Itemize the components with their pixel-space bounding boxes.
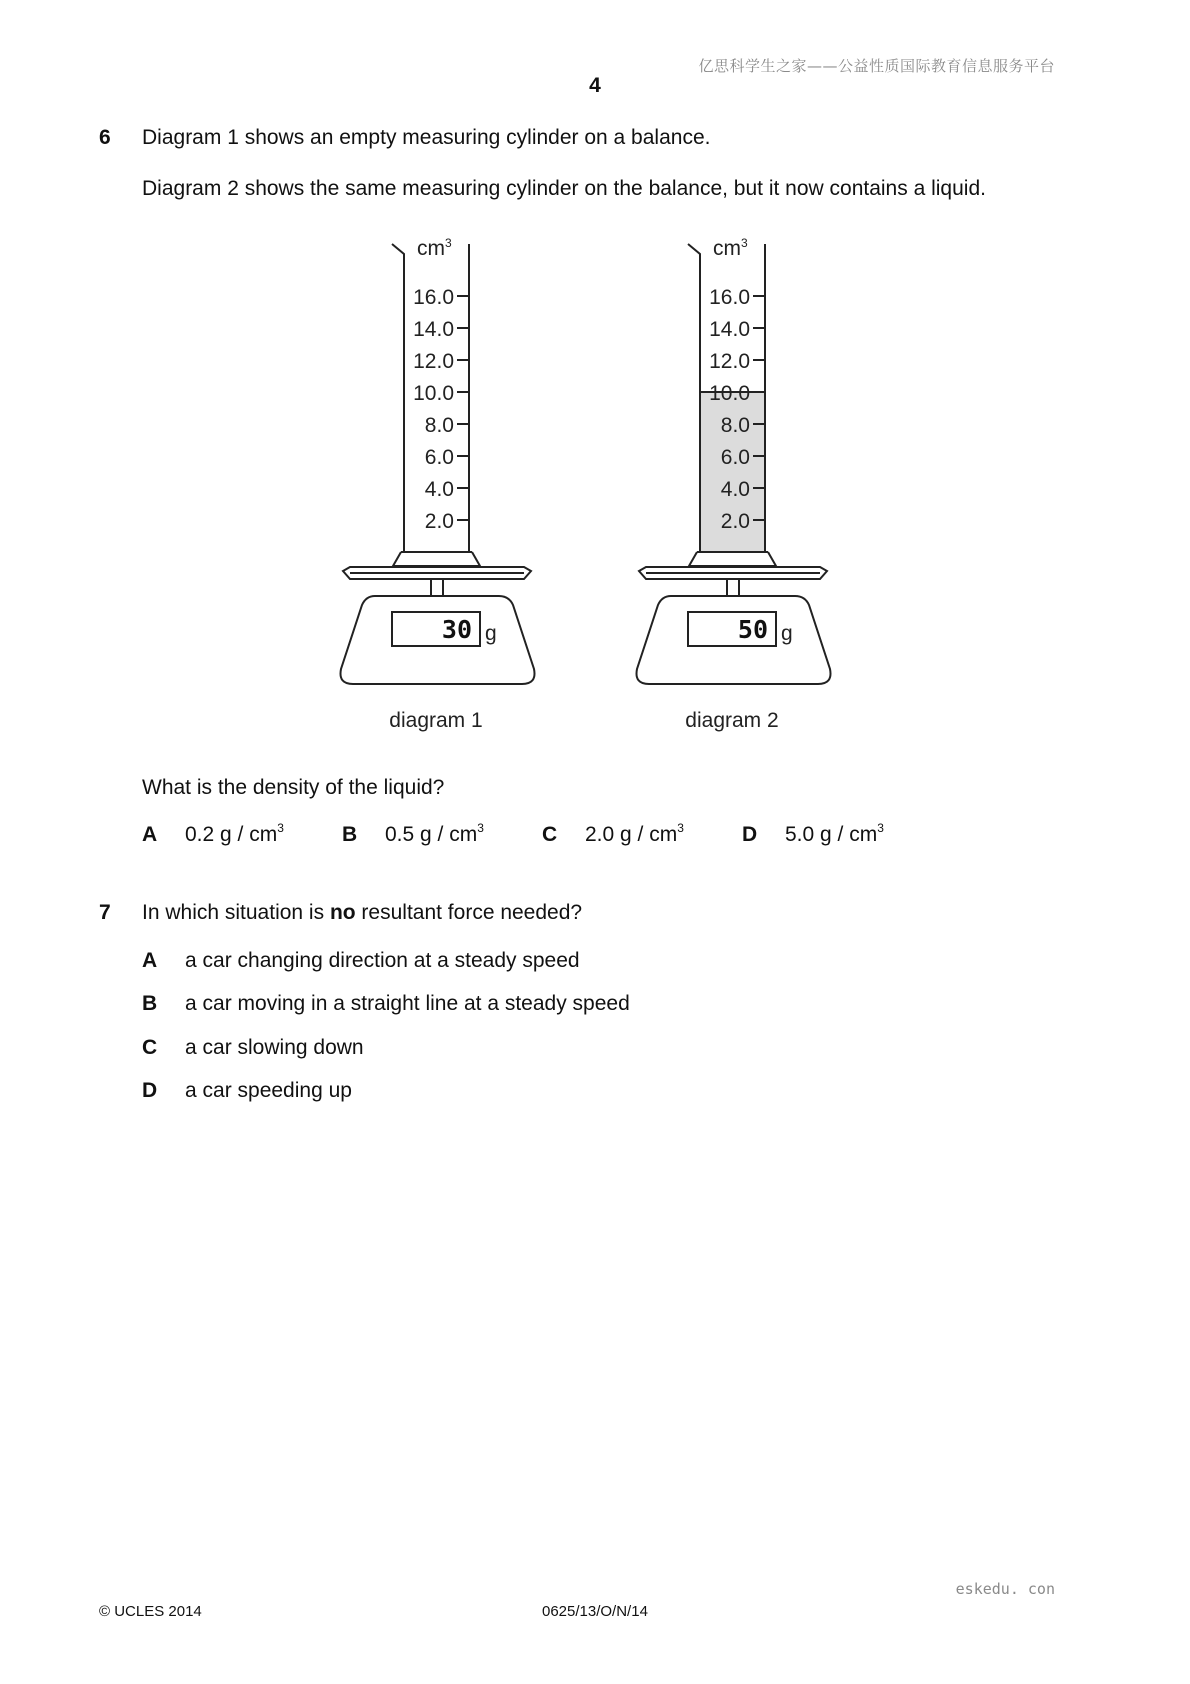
scale-tick-label: 8.0 [424, 414, 454, 437]
page-number: 4 [589, 74, 601, 97]
scale-tick-label: 6.0 [424, 446, 454, 469]
watermark-text: 亿思科学生之家——公益性质国际教育信息服务平台 [698, 57, 1055, 75]
question-7-number: 7 [99, 901, 111, 924]
q6-option-a-text: 0.2 g / $cm^3$ [185, 821, 284, 846]
question-6-number: 6 [99, 126, 111, 149]
scale-tick-label: 10.0 [709, 382, 750, 405]
scale-tick-label: 16.0 [413, 286, 454, 309]
footer-paper-code: 0625/13/O/N/14 [542, 1603, 648, 1620]
scale-tick-label: 2.0 [424, 510, 454, 533]
diagrams-svg [330, 230, 870, 750]
diagram-2 [637, 236, 831, 732]
diagram-1 [341, 236, 535, 732]
q6-option-b-text: 0.5 g / $cm^3$ [385, 821, 484, 846]
q7-option-a-text: a car changing direction at a steady speed [185, 949, 580, 972]
scale-tick-label: 12.0 [413, 350, 454, 373]
question-7-text: In which situation is no resultant force needed? [142, 901, 583, 924]
q6-option-a-letter: A [142, 823, 158, 846]
q7-option-c-letter: C [142, 1036, 158, 1059]
q7-option-b-text: a car moving in a straight line at a steady speed [185, 992, 630, 1015]
scale-tick-label: 16.0 [709, 286, 750, 309]
q7-option-b-letter: B [142, 992, 158, 1015]
unit-label-1: $cm^3$ [417, 236, 452, 260]
q7-option-d-letter: D [142, 1079, 158, 1102]
scale-tick-label: 4.0 [424, 478, 454, 501]
caption-1: diagram 1 [389, 709, 483, 732]
q6-option-d-text: 5.0 g / $cm^3$ [785, 821, 884, 846]
question-6-line-1: Diagram 1 shows an empty measuring cylinder on a balance. [142, 126, 711, 149]
balance-2 [637, 567, 831, 684]
q7-option-c-text: a car slowing down [185, 1036, 364, 1059]
q7-option-a-letter: A [142, 949, 158, 972]
scale-tick-label: 12.0 [709, 350, 750, 373]
balance-diagrams [330, 230, 870, 750]
unit-label-2: $cm^3$ [713, 236, 748, 260]
footer-site-watermark: eskedu. con [955, 1580, 1055, 1598]
balance-1 [341, 567, 535, 684]
footer-copyright: © UCLES 2014 [99, 1603, 202, 1620]
scale-tick-label: 6.0 [720, 446, 750, 469]
q6-option-c-text: 2.0 g / $cm^3$ [585, 821, 684, 846]
question-6-prompt: What is the density of the liquid? [142, 776, 445, 799]
balance-unit-2: g [781, 622, 793, 645]
balance-unit-1: g [485, 622, 497, 645]
q7-option-d-text: a car speeding up [185, 1079, 352, 1102]
scale-tick-label: 8.0 [720, 414, 750, 437]
scale-tick-label: 2.0 [720, 510, 750, 533]
question-6-line-2: Diagram 2 shows the same measuring cylinder on the balance, but it now contains a liquid. [142, 177, 986, 200]
q6-option-d-letter: D [742, 823, 758, 846]
scale-tick-label: 14.0 [413, 318, 454, 341]
balance-reading-1: 30 [441, 615, 472, 644]
scale-tick-label: 14.0 [709, 318, 750, 341]
scale-tick-label: 4.0 [720, 478, 750, 501]
scale-tick-label: 10.0 [413, 382, 454, 405]
caption-2: diagram 2 [685, 709, 779, 732]
q6-option-b-letter: B [342, 823, 358, 846]
scale-ticks-1 [413, 286, 469, 533]
balance-reading-2: 50 [737, 615, 768, 644]
q6-option-c-letter: C [542, 823, 558, 846]
